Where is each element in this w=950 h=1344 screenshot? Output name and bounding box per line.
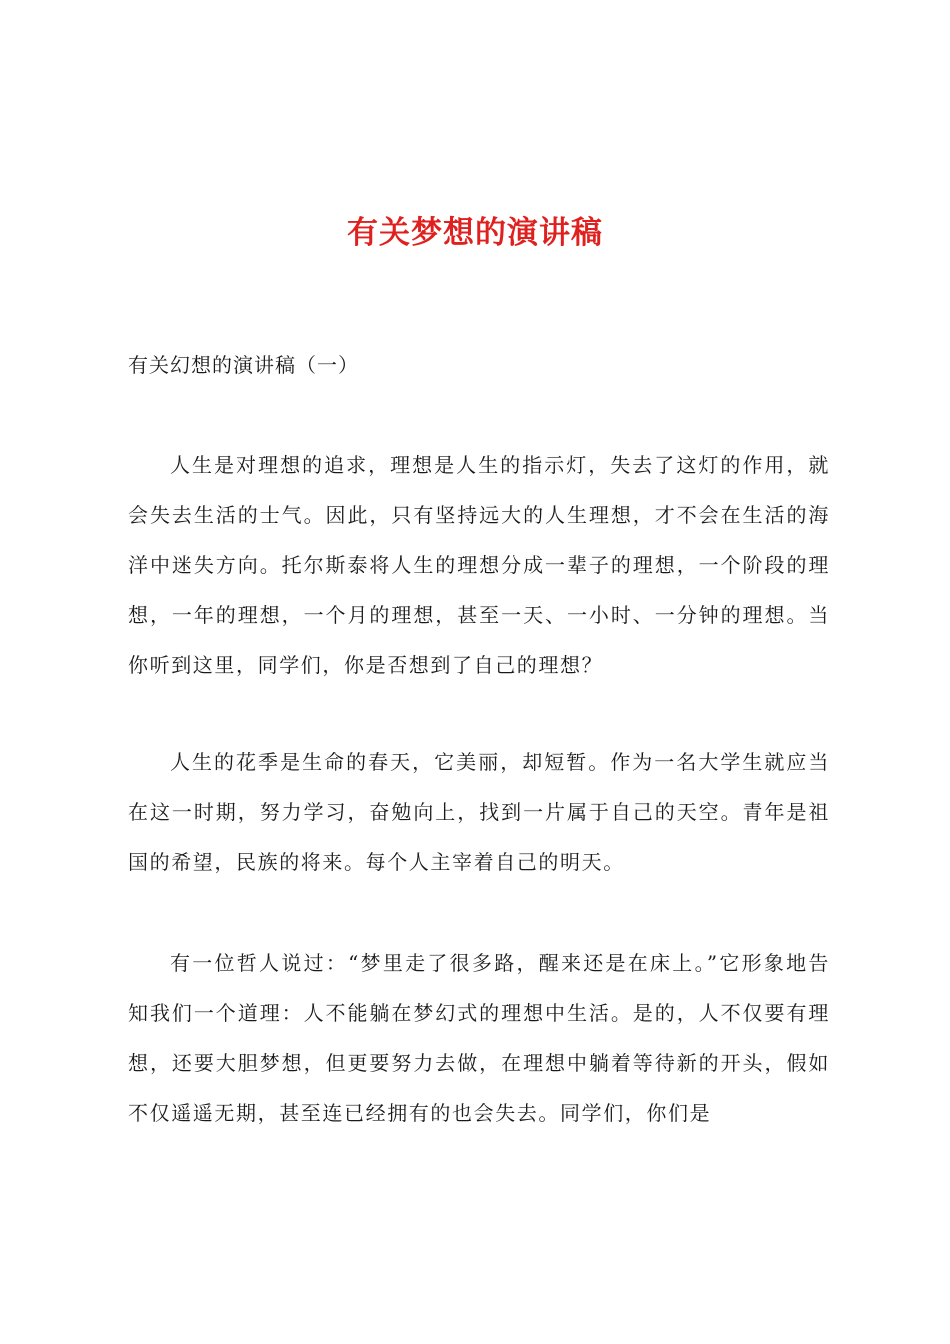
paragraph-3: 有一位哲人说过：“梦里走了很多路，醒来还是在床上。”它形象地告知我们一个道理：人不能躺在梦幻式的理想中生活。是的，人不仅要有理想，还要大胆梦想，但更要努力去做，在理想中躺着等待新的开头，假如不仅遥遥无期，甚至连已经拥有的也会失去。同学们，你们是: [128, 951, 830, 1125]
section-heading: 有关幻想的演讲稿（一）: [128, 353, 359, 377]
document-title: 有关梦想的演讲稿: [347, 215, 603, 251]
paragraph-2: 人生的花季是生命的春天，它美丽，却短暂。作为一名大学生就应当在这一时期，努力学习，奋勉向上，找到一片属于自己的天空。青年是祖国的希望，民族的将来。每个人主宰着自己的明天。: [128, 750, 830, 874]
paragraph-1: 人生是对理想的追求，理想是人生的指示灯，失去了这灯的作用，就会失去生活的士气。因此，只有坚持远大的人生理想，才不会在生活的海洋中迷失方向。托尔斯泰将人生的理想分成一辈子的理想，一个阶段的理想，一年的理想，一个月的理想，甚至一天、一小时、一分钟的理想。当你听到这里，同学们，你是否想到了自己的理想？: [128, 453, 830, 677]
